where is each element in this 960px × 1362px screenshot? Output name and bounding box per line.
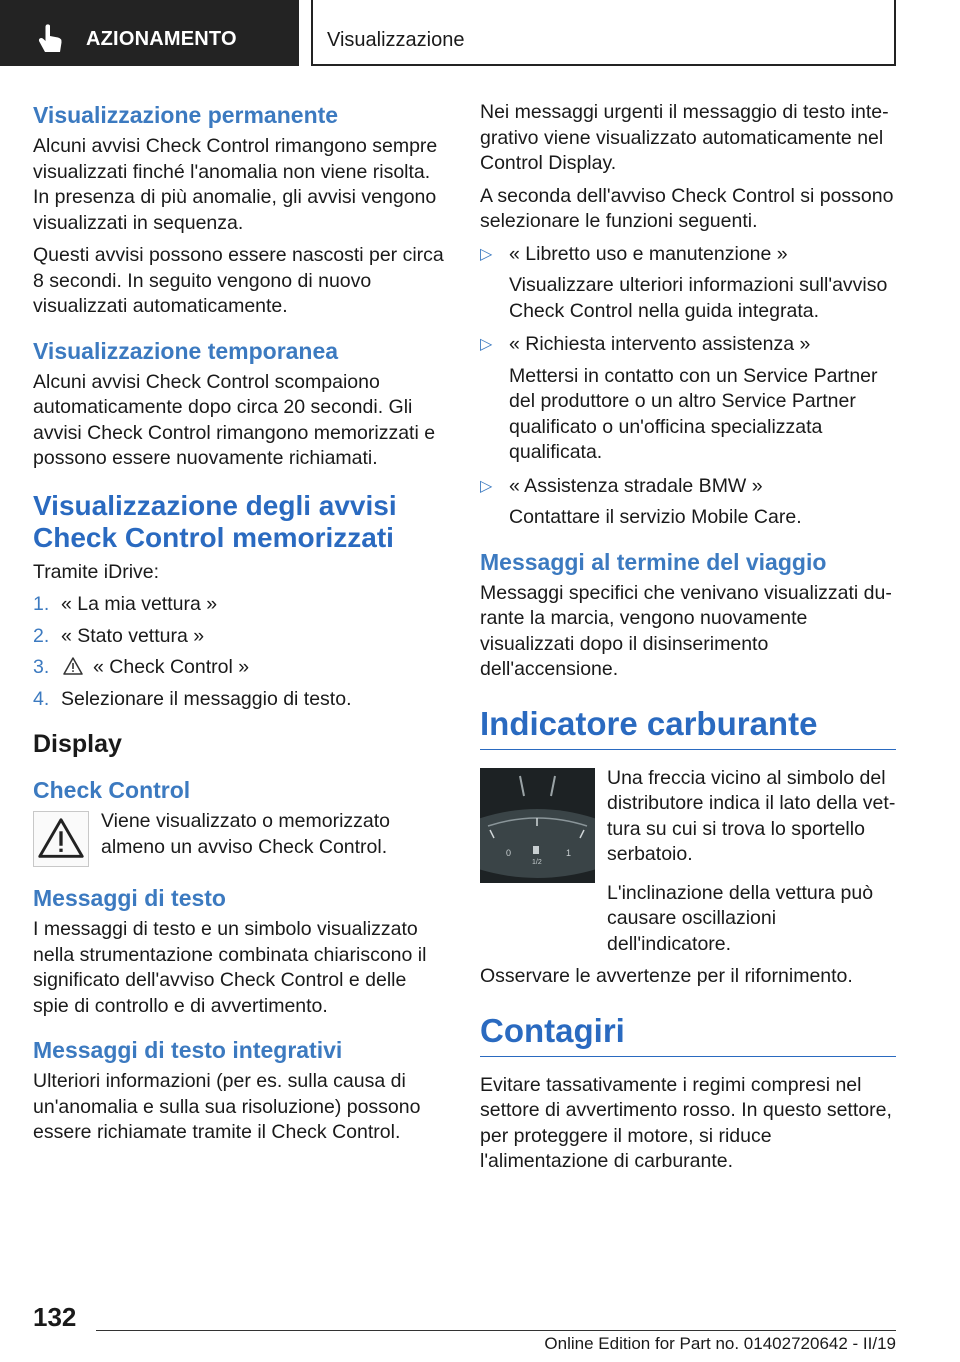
option-label: « Assistenza stradale BMW » (509, 474, 763, 497)
heading-tachometer: Contagiri (480, 1012, 896, 1057)
triangle-bullet-icon: ▷ (480, 245, 493, 263)
header-section-label: AZIONAMENTO (86, 28, 237, 50)
fuel-gauge-image (480, 768, 595, 883)
footer-divider (96, 1330, 896, 1331)
list-item (480, 332, 896, 466)
right-column (480, 100, 896, 1182)
left-column (33, 100, 447, 1153)
heading-fuel-gauge: Indicatore carburante (480, 705, 896, 750)
triangle-bullet-icon: ▷ (480, 477, 493, 495)
paragraph: Ulteriori informazioni (per es. sulla causa di un'anomalia e sulla sua risoluzione) possono essere richiamate tramite il Check Control. (33, 1070, 421, 1143)
step-number: 3. (33, 656, 50, 678)
option-description: Visualizzare ulteriori informazioni sull'avviso Check Control nella guida integrata. (509, 274, 888, 322)
paragraph: Una freccia vicino al simbolo del distributore indica il lato della vettura su cui si trova lo sportello serbatoio. (607, 766, 896, 865)
step-number: 4. (33, 687, 50, 710)
heading-text-messages: Messaggi di testo (33, 885, 226, 911)
heading-end-of-trip-messages: Messaggi al termine del viaggio (480, 548, 827, 575)
step-number: 1. (33, 593, 50, 615)
step-text: « Check Control » (93, 656, 250, 678)
heading-temporary-display: Visualizzazione temporanea (33, 337, 339, 364)
paragraph: Tramite iDrive: (33, 560, 160, 583)
paragraph: Questi avvisi possono essere nascosti per circa 8 secondi. In seguito vengono di nuovo visualizzati automaticamente. (33, 244, 444, 317)
gauge-label-empty: 0 (506, 847, 512, 858)
paragraph: I messaggi di testo e un simbolo visualizzato nella strumentazione combinata chiariscono il significato dell'avviso Check Control e delle spie di controllo e di avvertimento. (33, 918, 427, 1017)
list-item (33, 687, 447, 713)
paragraph: Alcuni avvisi Check Control scompaiono automaticamente dopo circa 20 secondi. Gli avvisi Check Control rimangono memorizzati e possono essere nuovamente richiamati. (33, 370, 436, 469)
paragraph: Messaggi specifici che venivano visualizzati durante la marcia, vengono nuovamente visualizzati dopo il disinserimento dell'accensione. (480, 581, 892, 680)
step-text: « La mia vettura » (61, 593, 218, 615)
warning-triangle-icon (63, 657, 83, 675)
paragraph: Viene visualizzato o memorizzato almeno un avviso Check Control. (101, 810, 391, 858)
header-chapter-label: Visualizzazione (327, 29, 465, 51)
step-text: Selezionare il messaggio di testo. (61, 687, 352, 710)
heading-supplementary-text: Messaggi di testo integrativi (33, 1037, 343, 1063)
option-label: « Libretto uso e manutenzione » (509, 242, 788, 265)
hand-pointer-icon (34, 22, 68, 56)
paragraph: Osservare le avvertenze per il rifornimento. (480, 965, 853, 987)
heading-permanent-display: Visualizzazione permanente (33, 102, 339, 128)
idrive-steps-list (33, 592, 447, 712)
heading-stored-messages: Visualizzazione degli avvisi Check Control memorizzati (33, 489, 397, 553)
heading-check-control: Check Control (33, 777, 191, 803)
paragraph: Evitare tassativamente i regimi compresi nel settore di avvertimento rosso. In questo settore, per proteggere il motore, si riduce l'alimentazione di carburante. (480, 1073, 892, 1172)
check-control-row (33, 809, 447, 867)
header-section-tab (0, 0, 299, 66)
warning-triangle-icon (33, 811, 89, 867)
list-item (480, 474, 896, 531)
option-label: « Richiesta intervento assistenza » (509, 333, 811, 355)
list-item (33, 624, 447, 650)
gauge-label-half: 1/2 (532, 858, 542, 866)
list-item (480, 242, 896, 325)
fuel-gauge-row (480, 766, 896, 883)
option-description: Mettersi in contatto con un Service Partner del produttore o un altro Service Partner qualificato o un'officina specializzata qualificata. (509, 364, 878, 463)
paragraph: L'inclinazione della vettura può causare oscillazioni dell'indicatore. (607, 881, 874, 955)
paragraph: Nei messaggi urgenti il messaggio di testo integrativo viene visualizzato automaticamente nel Control Display. (480, 101, 889, 174)
paragraph: A seconda dell'avviso Check Control si possono selezionare le funzioni seguenti. (480, 184, 894, 232)
function-options-list (480, 242, 896, 531)
footer-edition: Online Edition for Part no. 01402720642 - II/19 (544, 1334, 896, 1353)
gauge-label-full: 1 (566, 847, 572, 858)
page-number: 132 (33, 1302, 77, 1332)
option-description: Contattare il servizio Mobile Care. (509, 506, 802, 528)
step-number: 2. (33, 624, 50, 647)
heading-display: Display (33, 730, 122, 758)
paragraph: Alcuni avvisi Check Control rimangono sempre visualizzati finché l'anomalia non viene risolta. In presenza di più anomalie, gli avvisi vengono visualizzati in sequenza. (33, 135, 438, 234)
header-chapter-box (311, 0, 896, 66)
list-item (33, 655, 447, 681)
step-text: « Stato vettura » (61, 624, 205, 647)
triangle-bullet-icon: ▷ (480, 336, 493, 353)
list-item (33, 592, 447, 618)
